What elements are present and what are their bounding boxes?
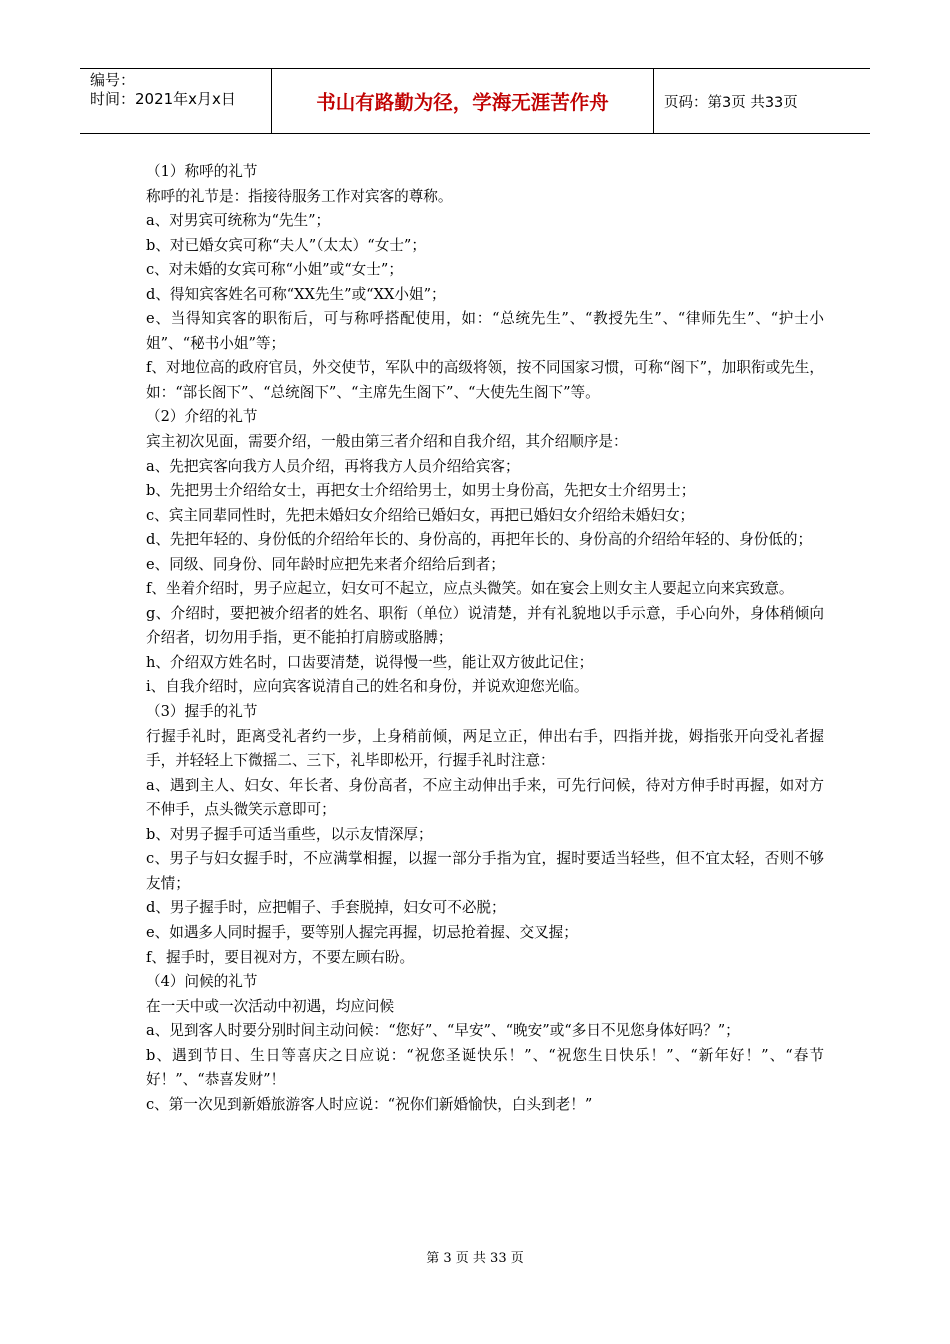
- body-paragraph: c、宾主同辈同性时，先把未婚妇女介绍给已婚妇女，再把已婚妇女介绍给未婚妇女；: [146, 506, 695, 524]
- body-paragraph: e、同级、同身份、同年龄时应把先来者介绍给后到者；: [146, 555, 505, 573]
- body-paragraph: f、坐着介绍时，男子应起立，妇女可不起立，应点头微笑。如在宴会上则女主人要起立向来宾致意。: [146, 580, 794, 598]
- body-paragraph: c、对未婚的女宾可称“小姐”或“女士”；: [146, 261, 403, 279]
- body-paragraph: f、对地位高的政府官员，外交使节，军队中的高级将领，按不同国家习惯，可称“阁下”，加职衔或先生，如：“部长阁下”、“总统阁下”、“主席先生阁下”、“大使先生阁下”等。: [146, 359, 824, 401]
- body-paragraph: b、对男子握手可适当重些，以示友情深厚；: [146, 825, 433, 843]
- header-motto: 书山有路勤为径，学海无涯苦作舟: [316, 91, 609, 114]
- body-paragraph: g、介绍时，要把被介绍者的姓名、职衔（单位）说清楚，并有礼貌地以手示意，手心向外，身体稍倾向介绍者，切勿用手指，更不能拍打肩膀或胳膊；: [146, 604, 824, 647]
- body-paragraph: b、遇到节日、生日等喜庆之日应说：“祝您圣诞快乐！”、“祝您生日快乐！”、“新年好！”、“春节好！”、“恭喜发财”！: [146, 1046, 824, 1089]
- body-paragraph: f、握手时，要目视对方，不要左顾右盼。: [146, 948, 415, 966]
- body-paragraph: 在一天中或一次活动中初遇，均应问候: [146, 997, 395, 1015]
- body-paragraph: a、对男宾可统称为“先生”；: [146, 212, 331, 230]
- body-paragraph: 行握手礼时，距离受礼者约一步，上身稍前倾，两足立正，伸出右手，四指并拢，姆指张开向受礼者握手，并轻轻上下微摇二、三下，礼毕即松开，行握手礼时注意：: [146, 727, 824, 770]
- body-paragraph: a、遇到主人、妇女、年长者、身份高者，不应主动伸出手来，可先行问候，待对方伸手时再握，如对方不伸手，点头微笑示意即可；: [146, 776, 824, 819]
- header-motto-cell: [271, 69, 654, 133]
- section-heading: （3）握手的礼节: [146, 703, 258, 721]
- body-paragraph: c、第一次见到新婚旅游客人时应说：“祝你们新婚愉快，白头到老！”: [146, 1095, 593, 1113]
- body-paragraph: e、当得知宾客的职衔后，可与称呼搭配使用，如：“总统先生”、“教授先生”、“律师先生”、“护士小姐”、“秘书小姐”等；: [146, 310, 824, 352]
- document-number-label: 编号：: [90, 71, 136, 89]
- body-paragraph: i、自我介绍时，应向宾客说清自己的姓名和身份，并说欢迎您光临。: [146, 678, 589, 696]
- body-paragraph: c、男子与妇女握手时，不应满掌相握，以握一部分手指为宜，握时要适当轻些，但不宜太轻，否则不够友情；: [146, 850, 824, 892]
- body-paragraph: 宾主初次见面，需要介绍，一般由第三者介绍和自我介绍，其介绍顺序是：: [146, 433, 628, 451]
- page-footer: [0, 1247, 950, 1266]
- section-heading: （2）介绍的礼节: [146, 408, 258, 426]
- page-header: [80, 68, 870, 134]
- body-paragraph: b、对已婚女宾可称“夫人”（太太）“女士”；: [146, 236, 426, 254]
- header-info-cell: [80, 69, 271, 133]
- body-paragraph: d、得知宾客姓名可称“XX先生”或“XX小姐”；: [146, 285, 446, 303]
- footer-page-number: 第 3 页 共 33 页: [426, 1251, 524, 1266]
- body-paragraph: e、如遇多人同时握手，要等别人握完再握，切忌抢着握、交叉握；: [146, 923, 578, 941]
- body-paragraph: d、先把年轻的、身份低的介绍给年长的、身份高的，再把年长的、身份高的介绍给年轻的、身份低的；: [146, 531, 813, 549]
- header-page-number: 页码：第3页 共33页: [664, 94, 798, 111]
- section-heading: （4）问候的礼节: [146, 973, 258, 991]
- section-heading: （1）称呼的礼节: [146, 163, 258, 180]
- body-paragraph: h、介绍双方姓名时，口齿要清楚，说得慢一些，能让双方彼此记住；: [146, 653, 594, 671]
- document-body: [146, 160, 824, 1117]
- body-paragraph: 称呼的礼节是：指接待服务工作对宾客的尊称。: [146, 187, 453, 205]
- document-date-label: 时间：2021年x月x日: [90, 90, 236, 108]
- body-paragraph: a、先把宾客向我方人员介绍，再将我方人员介绍给宾客；: [146, 457, 520, 475]
- body-paragraph: d、男子握手时，应把帽子、手套脱掉，妇女可不必脱；: [146, 899, 506, 917]
- body-paragraph: a、见到客人时要分别时间主动问候：“您好”、“早安”、“晚安”或“多日不见您身体好吗？”；: [146, 1022, 740, 1040]
- header-page-cell: [654, 69, 870, 133]
- body-paragraph: b、先把男士介绍给女士，再把女士介绍给男士，如男士身份高，先把女士介绍男士；: [146, 482, 696, 500]
